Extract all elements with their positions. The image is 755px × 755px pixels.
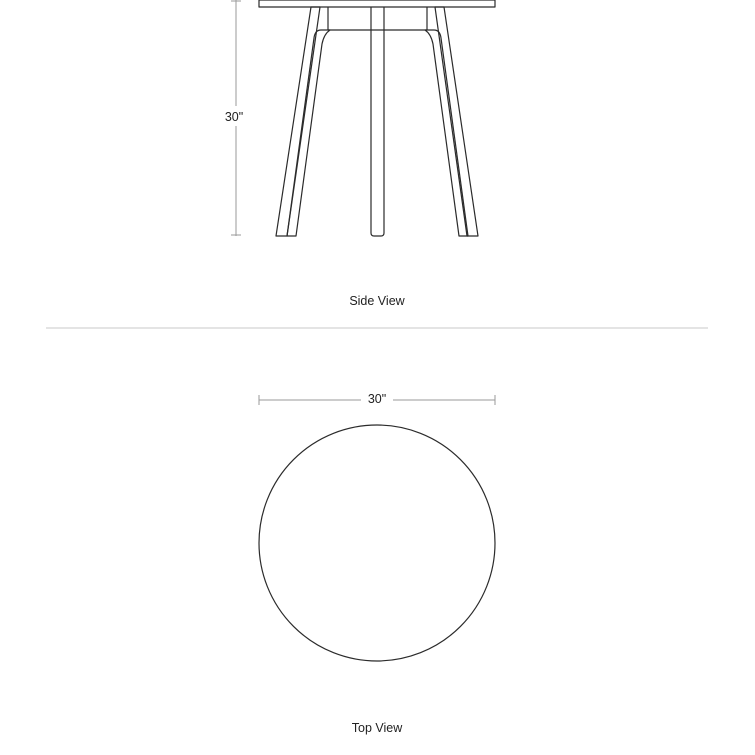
side-view [222,0,495,308]
tabletop-edge [259,0,495,7]
right-front-leg [425,30,468,236]
height-dimension-label: 30" [224,110,244,124]
width-dimension-label: 30" [367,392,387,406]
apron [328,7,427,30]
center-leg [371,7,384,236]
top-view [259,390,495,735]
side-view-caption: Side View [349,294,405,308]
table-side-drawing [259,0,495,236]
tabletop-circle [259,425,495,661]
top-view-caption: Top View [351,721,403,735]
left-front-leg [287,30,330,236]
